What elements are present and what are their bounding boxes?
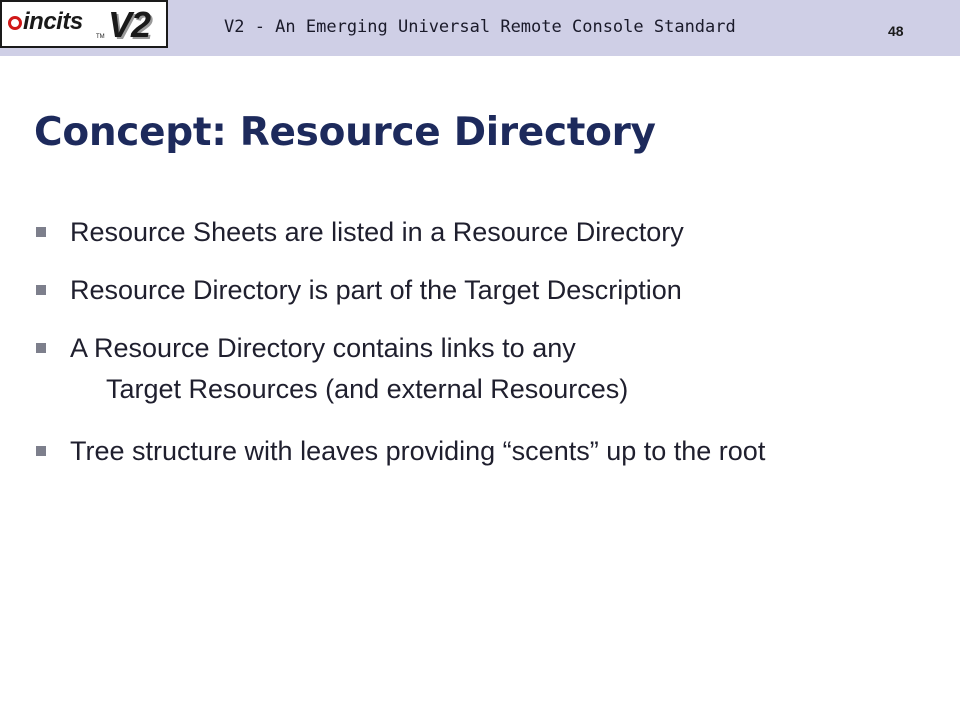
bullet-text: Tree structure with leaves providing “scents” up to the root xyxy=(70,436,766,466)
logo-v2-text: V2 xyxy=(108,4,151,45)
logo-incits-text: incits xyxy=(23,8,83,35)
bullet-text: Resource Directory is part of the Target Description xyxy=(70,275,682,305)
incits-ring-icon xyxy=(8,16,22,30)
bullet-text: A Resource Directory contains links to any xyxy=(70,333,576,363)
header-title: V2 - An Emerging Universal Remote Console Standard xyxy=(224,17,736,37)
incits-v2-logo xyxy=(0,0,168,48)
square-bullet-icon xyxy=(36,446,46,456)
bullet-text: Resource Sheets are listed in a Resource Directory xyxy=(70,217,684,247)
square-bullet-icon xyxy=(36,343,46,353)
slide-title: Concept: Resource Directory xyxy=(34,110,656,155)
square-bullet-icon xyxy=(36,227,46,237)
bullet-continuation-text: Target Resources (and external Resources) xyxy=(106,374,629,404)
logo-trademark: TM xyxy=(96,34,105,40)
page-number: 48 xyxy=(888,23,904,39)
square-bullet-icon xyxy=(36,285,46,295)
